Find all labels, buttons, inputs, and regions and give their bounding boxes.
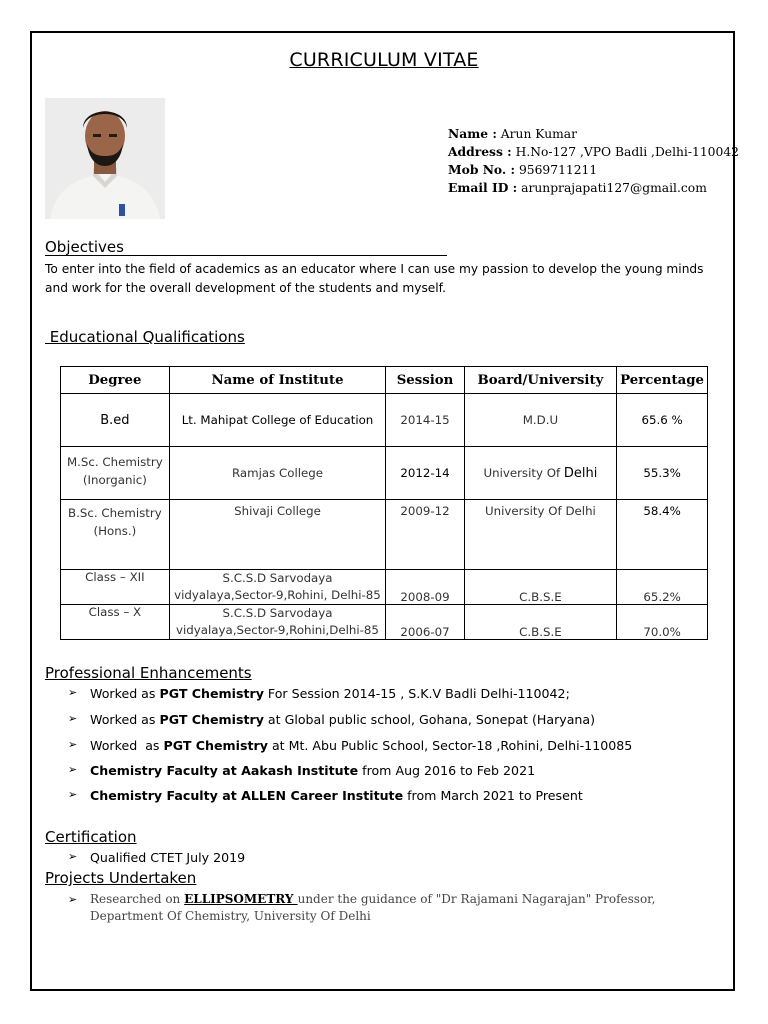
email-value: arunprajapati127@gmail.com [521, 181, 707, 195]
profile-photo [45, 98, 165, 219]
cell-session: 2012-14 [386, 447, 465, 500]
cell-session: 2009-12 [386, 500, 465, 570]
cell-session: 2008-09 [386, 570, 465, 605]
header-percentage: Percentage [617, 367, 708, 394]
professional-list [68, 686, 632, 803]
list-item [68, 738, 632, 753]
name-value: Arun Kumar [500, 127, 578, 141]
table-row [61, 394, 708, 447]
projects-heading: Projects Undertaken [45, 869, 197, 887]
cell-degree: B.Sc. Chemistry (Hons.) [61, 500, 170, 570]
item-text-bold: Chemistry Faculty at ALLEN Career Institute [90, 788, 404, 803]
mob-label: Mob No. : [448, 162, 516, 177]
contact-block [448, 125, 739, 197]
cell-percentage: 65.6 % [617, 394, 708, 447]
name-label: Name : [448, 126, 497, 141]
cell-session: 2006-07 [386, 605, 465, 640]
table-header-row [61, 367, 708, 394]
certification-heading: Certification [45, 828, 137, 846]
contact-mob-row [448, 161, 739, 179]
cell-board [464, 447, 616, 500]
arrow-bullet-icon: ➢ [68, 738, 78, 751]
item-text-post: at Global public school, Gohana, Sonepat (Haryana) [263, 712, 596, 727]
cell-percentage: 55.3% [617, 447, 708, 500]
cell-degree: Class – X [61, 605, 170, 640]
address-label: Address : [448, 144, 512, 159]
table-row [61, 500, 708, 570]
list-item [68, 891, 728, 925]
education-table [60, 366, 708, 640]
list-item [68, 788, 632, 803]
address-value: H.No-127 ,VPO Badli ,Delhi-110042 [515, 145, 739, 159]
item-text-bold: PGT Chemistry [159, 686, 264, 701]
project-text-pre: Researched on [90, 892, 185, 906]
item-text-pre: Worked as [90, 686, 160, 701]
item-text-bold: Chemistry Faculty at Aakash Institute [90, 763, 359, 778]
mob-value: 9569711211 [518, 163, 598, 177]
projects-list [68, 891, 728, 925]
contact-name-row [448, 125, 739, 143]
board-prefix: University Of [483, 465, 564, 480]
certification-list [68, 850, 245, 865]
arrow-bullet-icon: ➢ [68, 686, 78, 699]
item-text-post: from March 2021 to Present [403, 788, 583, 803]
objectives-text: To enter into the field of academics as an educator where I can use my passion to develop the young minds and work for the overall development of the students and myself. [45, 262, 704, 295]
table-row [61, 570, 708, 605]
item-text-bold: PGT Chemistry [159, 712, 264, 727]
item-text-post: from Aug 2016 to Feb 2021 [358, 763, 536, 778]
item-text-bold: PGT Chemistry [163, 738, 268, 753]
arrow-bullet-icon: ➢ [68, 788, 78, 801]
cell-board: University Of Delhi [464, 500, 616, 570]
cell-institute: Shivaji College [169, 500, 385, 570]
item-text-post: For Session 2014-15 , S.K.V Badli Delhi-110042; [263, 686, 570, 701]
item-text-pre: Worked as [90, 712, 160, 727]
cell-institute: S.C.S.D Sarvodaya vidyalaya,Sector-9,Rohini, Delhi-85 [169, 570, 385, 605]
person-photo-icon [45, 98, 165, 219]
project-text-bold: ELLIPSOMETRY [184, 892, 298, 906]
cell-percentage: 58.4% [617, 500, 708, 570]
contact-email-row [448, 179, 739, 197]
cell-board: C.B.S.E [464, 570, 616, 605]
cell-degree: M.Sc. Chemistry (Inorganic) [61, 447, 170, 500]
objectives-heading: Objectives [45, 238, 124, 256]
cell-board: M.D.U [464, 394, 616, 447]
header-session: Session [386, 367, 465, 394]
header-degree: Degree [61, 367, 170, 394]
email-label: Email ID : [448, 180, 518, 195]
project-text-post: under the guidance of "Dr Rajamani Nagarajan" Professor, Department Of Chemistry, University Of Delhi [90, 892, 656, 923]
cell-institute: Ramjas College [169, 447, 385, 500]
document-title: CURRICULUM VITAE [289, 49, 479, 71]
cell-degree: Class – XII [61, 570, 170, 605]
objectives-underline [45, 255, 447, 256]
list-item [68, 850, 245, 865]
arrow-bullet-icon: ➢ [68, 763, 78, 776]
header-institute: Name of Institute [169, 367, 385, 394]
table-row [61, 605, 708, 640]
board-suffix: Delhi [563, 465, 598, 481]
cell-percentage: 70.0% [617, 605, 708, 640]
arrow-bullet-icon: ➢ [68, 712, 78, 725]
table-row [61, 447, 708, 500]
cell-session: 2014-15 [386, 394, 465, 447]
contact-address-row [448, 143, 739, 161]
arrow-bullet-icon: ➢ [68, 893, 78, 906]
list-item [68, 686, 632, 701]
cell-degree: B.ed [61, 394, 170, 447]
item-text-pre: Worked as [90, 738, 164, 753]
cell-institute: S.C.S.D Sarvodaya vidyalaya,Sector-9,Rohini,Delhi-85 [169, 605, 385, 640]
professional-heading: Professional Enhancements [45, 664, 252, 682]
cell-percentage: 65.2% [617, 570, 708, 605]
list-item [68, 763, 632, 778]
arrow-bullet-icon: ➢ [68, 850, 78, 863]
cell-institute: Lt. Mahipat College of Education [169, 394, 385, 447]
cell-board: C.B.S.E [464, 605, 616, 640]
list-item [68, 712, 632, 727]
header-board: Board/University [464, 367, 616, 394]
item-text-post: at Mt. Abu Public School, Sector-18 ,Rohini, Delhi-110085 [267, 738, 633, 753]
certification-text: Qualified CTET July 2019 [90, 850, 246, 865]
education-heading: Educational Qualifications [45, 328, 245, 346]
